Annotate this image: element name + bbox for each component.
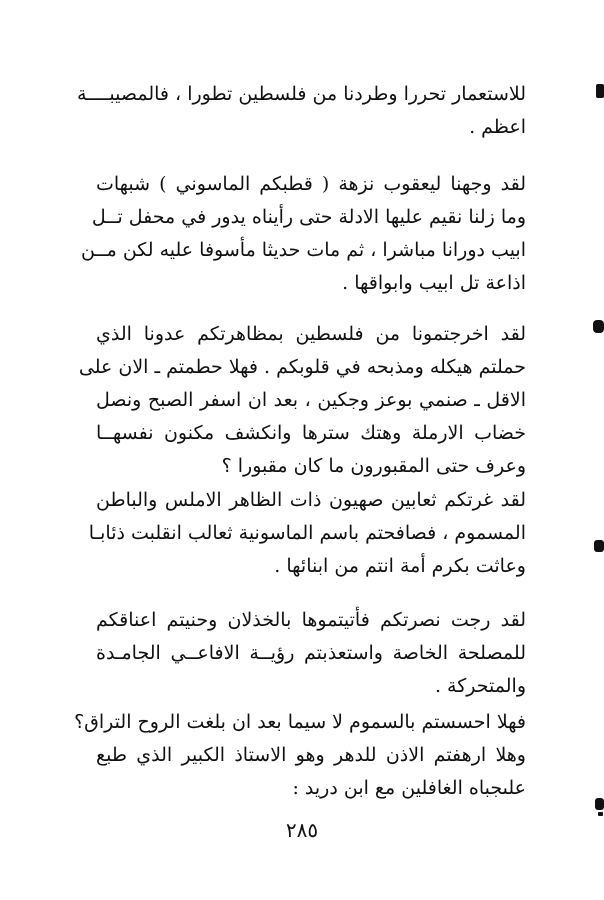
text-line: وهلا ارهفتم الاذن للدهر وهو الاستاذ الكبير الذي طبع (96, 744, 526, 766)
scan-edge-mark (596, 84, 604, 98)
text-line: ابيب دورانا مباشرا ، ثم مات حديثا مأسوفا عليه لكن مــن (81, 239, 526, 261)
text-line: خضاب الارملة وهتك سترها وانكشف مكنون نفسهــا (96, 422, 526, 444)
text-line: لقد رجت نصرتكم فأتيتموها بالخذلان وحنيتم اعناقكم (96, 609, 526, 631)
text-line: لقد غرتكم ثعابين صهيون ذات الظاهر الاملس والباطن (96, 489, 526, 511)
paragraph-3 (78, 318, 526, 483)
scan-edge-mark (595, 798, 604, 810)
text-line: والمتحركة . (434, 675, 526, 697)
scan-edge-mark (598, 812, 603, 816)
text-line: علىجباه الغافلين مع ابن دريد : (292, 777, 526, 799)
text-line: اذاعة تل ابيب وابواقها . (342, 272, 526, 294)
text-line: وعاثت بكرم أمة انتم من ابنائها . (274, 555, 526, 577)
text-line: لقد وجهنا ليعقوب نزهة ( قطبكم الماسوني ) شبهات (96, 173, 526, 195)
paragraph-5 (96, 604, 526, 703)
text-line: الاقل ـ صنمي بوعز وجكين ، بعد ان اسفر الصبح ونصل (96, 389, 526, 411)
page-number: ٢٨٥ (285, 818, 319, 842)
paragraph-2 (81, 168, 526, 300)
text-line: اعظم . (469, 116, 526, 138)
paragraph-4 (88, 484, 526, 583)
paragraph-6 (74, 706, 526, 805)
text-line: المسموم ، فصافحتم باسم الماسونية ثعالب انقلبت ذئابـا (88, 522, 526, 544)
text-line: للاستعمار تحررا وطردنا من فلسطين تطورا ، فالمصيبــــة (76, 83, 526, 105)
paragraph-1 (76, 78, 526, 144)
text-line: للمصلحة الخاصة واستعذبتم رؤيــة الافاعــي الجامـدة (96, 642, 526, 664)
text-line: وعرف حتى المقبورون ما كان مقبورا ؟ (221, 455, 526, 477)
text-line: فهلا احسستم بالسموم لا سيما بعد ان بلغت الروح التراق؟ (74, 711, 526, 733)
text-line: وما زلنا نقيم عليها الادلة حتى رأيناه يدور في محفل تــل (91, 206, 526, 228)
text-line: لقد اخرجتمونا من فلسطين بمظاهرتكم عدونا الذي (96, 323, 526, 345)
text-line: حملتم هيكله ومذبحه في قلوبكم . فهلا حطمتم ـ الان على (78, 356, 526, 378)
scan-edge-mark (593, 320, 604, 333)
scan-edge-mark (594, 540, 604, 552)
